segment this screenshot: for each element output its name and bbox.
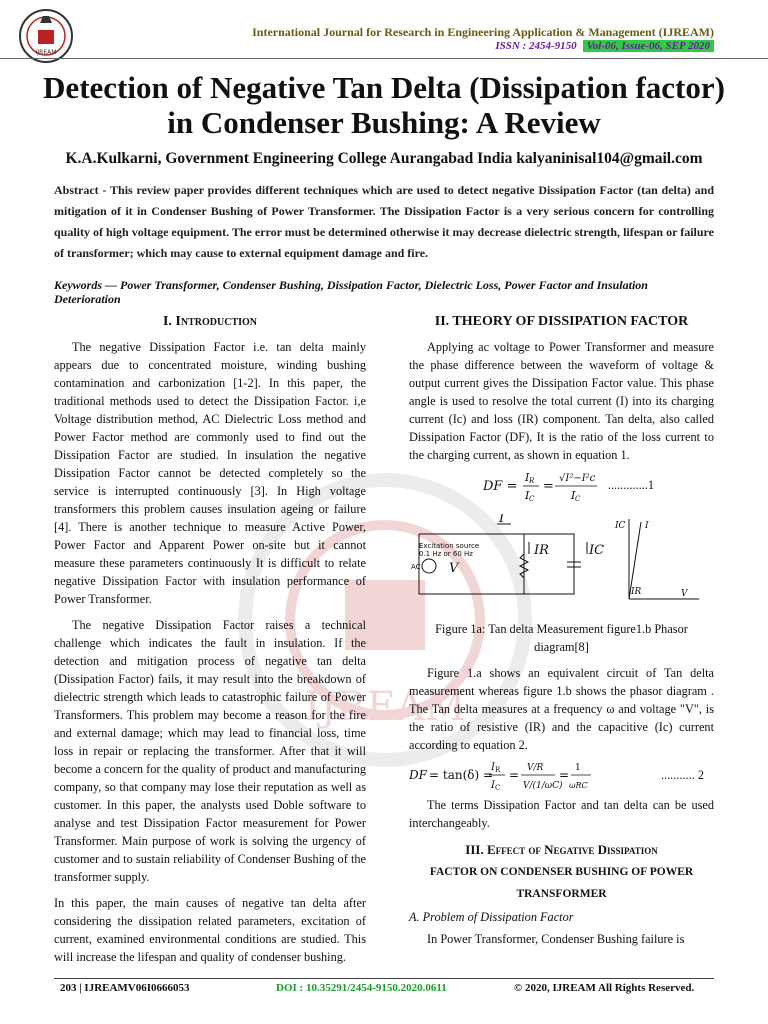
equation-1-formula [483, 468, 603, 502]
theory-paragraph-3: The terms Dissipation Factor and tan delta can be used interchangeably. [409, 798, 714, 830]
svg-text:=: = [543, 479, 554, 494]
abstract: Abstract - This review paper provides different techniques which are used to detect negative Dissipation Factor (tan delta) and mitigation of it in Condenser Bushing of Power Transformer. The Dissipation Factor is a very serious concern for controlling quality of high voltage equipment. The error must be determined otherwise it may decrease dielectric strength, lifespan or failure of transformer; which may cause to external equipment damage and fire. [54, 183, 715, 260]
svg-text:R: R [495, 766, 501, 774]
svg-text:C: C [495, 784, 501, 792]
circuit-ic-label: IC [589, 543, 605, 558]
theory-paragraph-2: Figure 1.a shows an equivalent circuit of Tan delta measurement whereas figure 1.b shows the phasor diagram . The Tan delta measures at a frequency ω and voltage "V", is the ratio of resistive (IR) and the capacitive (Ic) current according to equation 2. [409, 666, 714, 752]
circuit-source-label: Excitation source [419, 542, 480, 550]
svg-text:1: 1 [575, 763, 581, 773]
issn-volume-line [495, 40, 714, 52]
issn: ISSN : 2454-9150 [495, 40, 577, 52]
svg-text:√I²−I²c: √I²−I²c [559, 473, 596, 484]
right-column [409, 312, 714, 948]
equation-1-number: .............1 [607, 478, 654, 492]
svg-text:DF =: DF = [483, 479, 518, 494]
equation-1 [409, 468, 714, 502]
effect-paragraph-1: In Power Transformer, Condenser Bushing failure is [427, 932, 685, 946]
author-line: K.A.Kulkarni, Government Engineering College Aurangabad India kalyaninisal104@gmail.com [65, 150, 703, 167]
journal-logo [18, 8, 74, 64]
footer-page-id: 203 | IJREAMV06I0666053 [60, 982, 190, 994]
svg-text:ωRC: ωRC [569, 781, 588, 790]
svg-text:IJREAM: IJREAM [35, 49, 57, 56]
section-heading-effect-line1: III. Effect of Negative Dissipation [465, 842, 658, 857]
figure-1 [409, 514, 714, 614]
section-heading-effect-line3: TRANSFORMER [516, 888, 607, 900]
intro-paragraph-3: In this paper, the main causes of negative tan delta after considering the dissipation related parameters, excitation of current, examined environmental conditions are studied. This will increase the lifespan and quality of condenser bushing. [54, 896, 366, 964]
circuit-diagram [409, 514, 714, 614]
intro-paragraph-1: The negative Dissipation Factor i.e. tan delta mainly appears due to concentrated moisture, winding bushing contamination and carbonization [1-2]. In this paper, the traditional methods used to detect the Dissipation Factor. i,e Voltage distribution method, AC Dielectric Loss method and Power Factor method are commonly used to find out the Dissipation Factor are studied. In insulation the negative Dissipation Factor cannot be detected completely so the service is interrupted continuously [3]. In High voltage transformers this problem causes insulation ageing or failure [4]. There is another technique to measure Active Power, Power Factor and Apparent Power on-site but it cannot measure these parameters continuously It is difficult to relate negative Dissipation Factor with insulation performance of Power Transformer. [54, 340, 366, 606]
footer-divider [54, 978, 714, 979]
svg-text:I: I [525, 489, 530, 502]
journal-name: International Journal for Research in Engineering Application & Management (IJREAM) [252, 25, 714, 39]
phasor-v-label: V [681, 589, 688, 599]
abstract-text: This review paper provides different techniques which are used to detect negative Dissipation Factor (tan delta) and mitigation of it in Condenser Bushing of Power Transformer. The Dissipation Factor is a very serious concern for controlling quality of high voltage equipment. The error must be determined otherwise it may decrease dielectric strength, lifespan or failure of transformer; which may cause to external equipment damage and fire. [54, 183, 715, 260]
svg-text:V/R: V/R [527, 763, 544, 773]
figure-1-caption: Figure 1a: Tan delta Measurement figure1.b Phasor diagram[8] [435, 622, 688, 654]
keywords-label: Keywords [54, 278, 102, 292]
svg-text:I: I [525, 471, 530, 484]
footer-copyright: © 2020, IJREAM All Rights Reserved. [514, 982, 695, 994]
svg-text:V/(1/ωC): V/(1/ωC) [523, 781, 563, 791]
section-heading-effect-line2: FACTOR ON CONDENSER BUSHING OF POWER [429, 866, 694, 878]
paper-title: Detection of Negative Tan Delta (Dissipation factor) in Condenser Bushing: A Review [43, 70, 725, 140]
equation-2 [409, 758, 714, 792]
theory-paragraph-1: Applying ac voltage to Power Transformer and measure the phase difference between the waveform of voltage & output current gives the Dissipation Factor value. This phase angle is used to resolve the total current (I) into its charging current (Ic) and loss (IR) component. Tan delta, also called Dissipation Factor (DF), It is the ratio of the loss current to the charging current, as shown in equation 1. [409, 340, 714, 462]
footer-doi[interactable]: DOI : 10.35291/2454-9150.2020.0611 [276, 982, 447, 994]
circuit-ir-label: IR [534, 543, 549, 558]
equation-2-formula [409, 758, 609, 792]
header-divider [0, 58, 768, 59]
volume-issue: Vol-06, Issue-06, SEP 2020 [583, 40, 714, 52]
svg-text:R: R [529, 477, 535, 485]
svg-text:IJREAM: IJREAM [304, 684, 466, 730]
intro-paragraph-2: The negative Dissipation Factor raises a technical challenge which indicates the fault in insulation. If the detection and mitigation process of negative tan delta (Dissipation Factor) fails, it may result into the breakdown of dielectric strength which leads to catastrophic failure of Power Transformers. This problem may become a reason for the fire and external damage; which may lead to financial loss, time loss in repair or replacing the transformer. After that it will become a concern for the quality of product and manufacturing company, so that company may lose their reputation as well as customer. In this paper, the analysts used Doble software to analyse and test Dissipation Factor measurement for Power Transformer. Main purpose of work is solving the urgency of customer and to sustain reliability of Condenser Bushing of the transformer supply. [54, 618, 366, 884]
svg-text:I: I [571, 489, 576, 502]
circuit-i-label: I [499, 514, 505, 526]
section-heading-theory: II. THEORY OF DISSIPATION FACTOR [434, 314, 689, 329]
circuit-v-label: V [449, 561, 459, 576]
keywords-text: Power Transformer, Condenser Bushing, Dissipation Factor, Dielectric Loss, Power Factor and Insulation Deterioration [54, 278, 648, 306]
svg-text:0.1 Hz or 60 Hz: 0.1 Hz or 60 Hz [419, 550, 473, 558]
circuit-ac-label: AC [411, 563, 421, 571]
phasor-ic-label: IC [615, 521, 626, 531]
svg-text:= tan(δ) =: = tan(δ) = [429, 768, 494, 782]
svg-text:I: I [491, 780, 495, 791]
keywords: Keywords — Power Transformer, Condenser Bushing, Dissipation Factor, Dielectric Loss, Power Factor and Insulation Deterioration [54, 278, 648, 306]
section-heading-introduction: I. Introduction [162, 314, 257, 329]
left-column [54, 312, 366, 966]
phasor-ir-label: IR [631, 587, 642, 597]
svg-text:C: C [575, 495, 581, 502]
abstract-label: Abstract [54, 183, 99, 197]
svg-text:I: I [491, 762, 495, 773]
svg-text:=: = [509, 768, 520, 782]
svg-text:DF: DF [409, 768, 427, 782]
svg-text:C: C [529, 495, 535, 502]
equation-2-number: ........... 2 [660, 768, 704, 782]
subsection-heading-a: A. Problem of Dissipation Factor [409, 910, 574, 924]
phasor-i-label: I [645, 521, 649, 531]
svg-text:=: = [559, 768, 570, 782]
